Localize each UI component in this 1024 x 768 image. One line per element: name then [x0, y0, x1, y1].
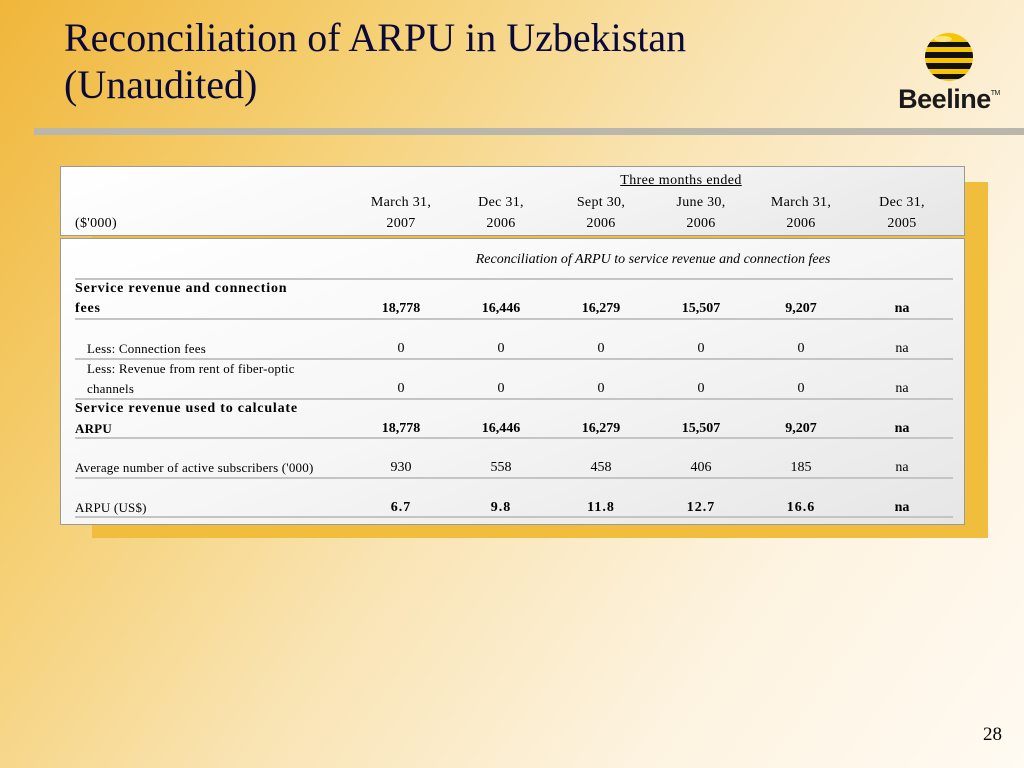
column-header-3-line2: 2006: [586, 216, 616, 231]
row-label-line1: Service revenue used to calculate: [75, 401, 298, 416]
title-divider: [34, 128, 1024, 135]
row-divider: [75, 318, 953, 320]
row-divider: [75, 278, 953, 280]
column-header-6-line1: Dec 31,: [879, 195, 925, 210]
column-header-2-line2: 2006: [486, 216, 516, 231]
table-cell: na: [895, 381, 909, 396]
row-label-line1: Service revenue and connection: [75, 281, 288, 296]
row-divider: [75, 477, 953, 479]
row-divider: [75, 358, 953, 360]
table-cell: 18,778: [381, 421, 421, 436]
table-header-panel: [60, 166, 965, 236]
table-cell: na: [894, 301, 910, 316]
table-cell: 11.8: [587, 500, 615, 515]
table-cell: na: [894, 500, 910, 515]
table-cell: 16,446: [481, 421, 521, 436]
column-header-2-line1: Dec 31,: [478, 195, 524, 210]
table-cell: 930: [390, 460, 412, 475]
table-cell: 16,446: [481, 301, 521, 316]
table-cell: 0: [697, 381, 705, 396]
three-months-ended-header: Three months ended: [620, 173, 742, 188]
slide-title: [64, 14, 824, 108]
table-cell: 9,207: [785, 421, 817, 436]
table-cell: 558: [490, 460, 512, 475]
logo-text: Beeline: [898, 84, 991, 114]
table-cell: 185: [790, 460, 812, 475]
table-cell: 0: [797, 341, 805, 356]
table-cell: 406: [690, 460, 712, 475]
unit-label: ($'000): [75, 216, 117, 231]
table-cell: 16,279: [581, 301, 621, 316]
table-cell: 0: [597, 341, 605, 356]
table-cell: 0: [797, 381, 805, 396]
row-label-line2: ARPU: [75, 421, 112, 436]
table-cell: na: [894, 421, 910, 436]
page-number: 28: [983, 724, 1002, 745]
table-cell: 15,507: [681, 421, 721, 436]
column-header-1-line1: March 31,: [370, 195, 432, 210]
beeline-bee-icon: [896, 32, 1002, 84]
column-header-6-line2: 2005: [887, 216, 917, 231]
logo-trademark: TM: [990, 90, 1000, 97]
row-divider: [75, 437, 953, 439]
column-header-5-line2: 2006: [786, 216, 816, 231]
title-line-2: (Unaudited): [64, 62, 258, 107]
row-label-line1: Less: Revenue from rent of fiber-optic: [87, 361, 295, 376]
row-label-line1: Average number of active subscribers ('000): [75, 460, 314, 475]
column-header-5-line1: March 31,: [770, 195, 832, 210]
table-body-panel: [60, 238, 965, 525]
table-cell: 9,207: [785, 301, 817, 316]
table-cell: 458: [590, 460, 612, 475]
table-cell: 9.8: [490, 500, 512, 515]
table-cell: 0: [497, 381, 505, 396]
row-label-line1: ARPU (US$): [75, 500, 147, 515]
row-label-line1: Less: Connection fees: [87, 341, 207, 356]
table-cell: 15,507: [681, 301, 721, 316]
row-label-line2: channels: [87, 381, 135, 396]
beeline-logo: [896, 32, 1002, 117]
row-label-line2: fees: [75, 301, 101, 316]
table-cell: 6.7: [390, 500, 412, 515]
table-cell: 16.6: [786, 500, 816, 515]
table-cell: 12.7: [686, 500, 716, 515]
table-cell: na: [895, 460, 909, 475]
table-cell: 0: [697, 341, 705, 356]
row-divider: [75, 398, 953, 400]
title-line-1: Reconciliation of ARPU in Uzbekistan: [64, 15, 687, 60]
column-header-4-line1: June 30,: [676, 195, 726, 210]
table-cell: 16,279: [581, 421, 621, 436]
table-cell: 0: [397, 341, 405, 356]
table-cell: 18,778: [381, 301, 421, 316]
column-header-1-line2: 2007: [386, 216, 416, 231]
table-cell: 0: [497, 341, 505, 356]
table-cell: 0: [397, 381, 405, 396]
column-header-3-line1: Sept 30,: [576, 195, 626, 210]
row-divider: [75, 516, 953, 518]
table-cell: na: [895, 341, 909, 356]
column-header-4-line2: 2006: [686, 216, 716, 231]
section-title: Reconciliation of ARPU to service revenue and connection fees: [475, 252, 831, 267]
table-cell: 0: [597, 381, 605, 396]
